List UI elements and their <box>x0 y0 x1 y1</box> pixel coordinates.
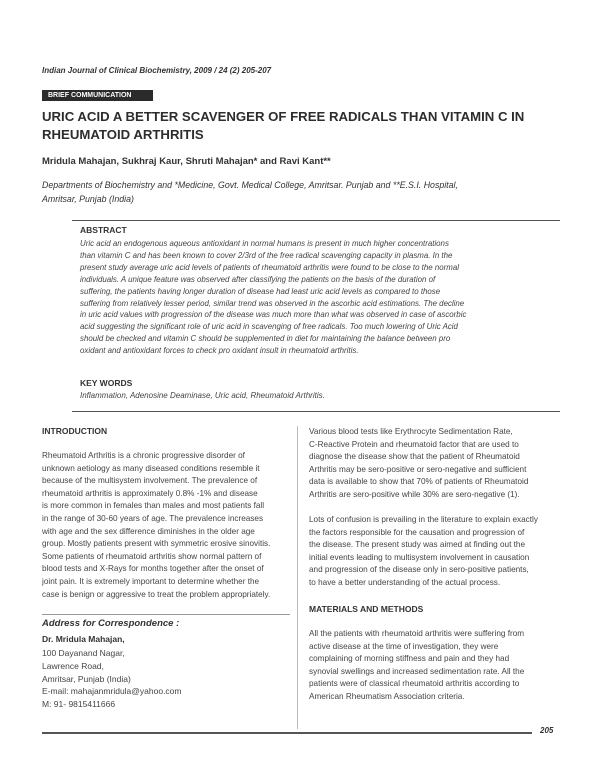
intro-continued-paragraph <box>309 426 558 502</box>
page-number: 205 <box>540 726 554 735</box>
abstract-line: in uric acid values with progression of the disease was much more than what was observed in case of ascorbic <box>80 310 467 320</box>
text-line: joint pain. It is extremely important to determine whether the <box>42 576 260 586</box>
abstract-line: than vitamin C and has been known to cover 2/3rd of the free radical scavenging capacity in plasma. In the <box>80 250 453 260</box>
title-line: RHEUMATOID ARTHRITIS <box>42 127 204 142</box>
correspondence-address <box>42 647 182 711</box>
affiliation <box>42 178 562 206</box>
article-title <box>42 108 562 144</box>
journal-citation: Indian Journal of Clinical Biochemistry, 2009 / 24 (2) 205-207 <box>42 66 272 75</box>
abstract-body <box>80 238 558 357</box>
text-line: diagnose the disease show that the patient of Rheumatoid <box>309 452 520 462</box>
methods-body <box>309 628 558 704</box>
affiliation-line: Departments of Biochemistry and *Medicine, Govt. Medical College, Amritsar. Punjab and **E.S.I. Hospital, <box>42 180 458 190</box>
author-list: Mridula Mahajan, Sukhraj Kaur, Shruti Mahajan* and Ravi Kant** <box>42 156 331 167</box>
correspondence-heading: Address for Correspondence : <box>42 618 180 629</box>
text-line: Arthritis may be sero-positive or sero-negative and sufficient <box>309 464 527 474</box>
introduction-body <box>42 450 290 601</box>
text-line: to have a better understanding of the actual process. <box>309 577 501 587</box>
title-line: URIC ACID A BETTER SCAVENGER OF FREE RADICALS THAN VITAMIN C IN <box>42 109 525 124</box>
abstract-line: suffering, the patients having longer duration of disease had least uric acid levels as compared to those <box>80 286 441 296</box>
text-line: group. Mostly patients present with symmetric erosive sinovitis. <box>42 539 271 549</box>
text-line: with age and the sex difference diminishes in the older age <box>42 526 255 536</box>
text-line: the disease. The present study was aimed at finding out the <box>309 540 526 550</box>
text-line: All the patients with rheumatoid arthritis were suffering from <box>309 629 525 638</box>
footer-rule <box>42 732 532 734</box>
text-line: the factors responsible for the causation and progression of <box>309 527 525 537</box>
text-line: and progression of the disease only in sero-positive patients, <box>309 565 529 575</box>
abstract-line: oxidant and antioxidant forces to check pro oxidant insult in rheumatoid arthritis. <box>80 346 359 356</box>
introduction-heading: INTRODUCTION <box>42 426 108 436</box>
abstract-line: Uric acid an endogenous aqueous antioxidant in normal humans is present in much higher concentrations <box>80 239 449 248</box>
text-line: rheumatoid arthritis is approximately 0.8% -1% and disease <box>42 488 258 498</box>
study-aim-paragraph <box>309 514 558 590</box>
text-line: complaining of morning stiffness and pain and they had <box>309 654 510 664</box>
text-line: case is benign or aggressive to treat the problem appropriately. <box>42 589 271 599</box>
abstract-line: suffering from relatively lesser period, similar trend was observed in the ascorbic acid estimations. The decline <box>80 298 465 308</box>
text-line: Arthritis are sero-positive while 30% are sero-negative (1). <box>309 489 520 499</box>
text-line: C-Reactive Protein and rheumatoid factor that are used to <box>309 439 519 449</box>
phone-line: M: 91- 9815411666 <box>42 699 116 710</box>
text-line: in the range of 30-60 years of age. The prevalence increases <box>42 513 264 523</box>
abstract-line: should be checked and vitamin C should be supplemented in diet for maintaining the balance between pro <box>80 334 451 344</box>
text-line: blood tests and X-Rays for months together after the onset of <box>42 564 264 574</box>
abstract-line: individuals. A unique feature was observed after classifying the patients on the basis of the duration of <box>80 274 436 284</box>
abstract-line: acid suggesting the significant role of uric acid in scavenging of free radicals. Too much lowering of Uric Acid <box>80 322 458 332</box>
text-line: data is available to show that 70% of patients of Rheumatoid <box>309 477 529 487</box>
address-line: 100 Dayanand Nagar, <box>42 648 125 658</box>
correspondence-name: Dr. Mridula Mahajan, <box>42 634 125 644</box>
keywords: Inflammation, Adenosine Deaminase, Uric acid, Rheumatoid Arthritis. <box>80 391 325 400</box>
text-line: is more common in females than males and most patients fall <box>42 501 265 511</box>
correspondence-divider <box>42 614 290 615</box>
text-line: synovial swellings and increased sedimentation rate. All the <box>309 666 525 676</box>
text-line: because of the multisystem involvement. The prevalence of <box>42 476 258 486</box>
text-line: initial events leading to multisystem involvement in causation <box>309 552 530 562</box>
keywords-heading: KEY WORDS <box>80 378 133 388</box>
text-line: patients were of classical rheumatoid arthritis according to <box>309 679 520 689</box>
email-line: E-mail: mahajanmridula@yahoo.com <box>42 686 182 697</box>
text-line: American Rheumatism Association criteria. <box>309 691 465 701</box>
abstract-line: present study average uric acid levels of patients of rheumatoid arthritis were found to be close to the normal <box>80 262 459 272</box>
text-line: active disease at the time of investigation, they were <box>309 641 499 651</box>
column-divider <box>297 426 298 729</box>
address-line: Amritsar, Punjab (India) <box>42 673 131 684</box>
section-badge: BRIEF COMMUNICATION <box>42 90 153 101</box>
abstract-heading: ABSTRACT <box>80 225 127 235</box>
text-line: Some patients of rheumatoid arthritis show normal pattern of <box>42 551 262 561</box>
methods-heading: MATERIALS AND METHODS <box>309 604 424 614</box>
text-line: Various blood tests like Erythrocyte Sedimentation Rate, <box>309 427 513 436</box>
text-line: Rheumatoid Arthritis is a chronic progressive disorder of <box>42 451 245 460</box>
text-line: unknown aetiology as many diseased conditions resemble it <box>42 463 260 473</box>
text-line: Lots of confusion is prevailing in the literature to explain exactly <box>309 515 538 524</box>
address-line: Lawrence Road, <box>42 660 104 671</box>
affiliation-line: Amritsar, Punjab (India) <box>42 194 134 204</box>
